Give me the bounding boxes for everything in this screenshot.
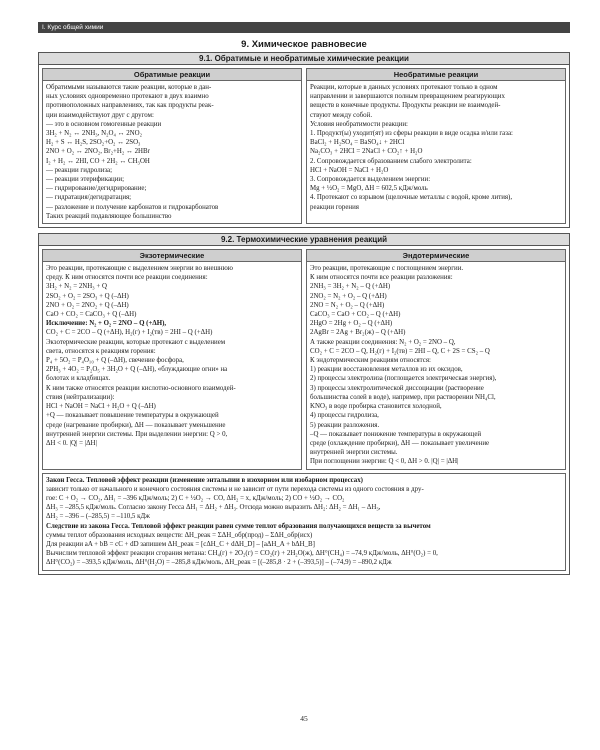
text-line: BaCl₂ + H₂SO₄ = BaSO₄↓ + 2HCl — [310, 139, 405, 147]
irreversible-column — [306, 68, 566, 224]
text-line: 3H₂ + N₂ = 2NH₃ + Q — [46, 283, 107, 291]
text-line: ствуют между собой. — [310, 111, 373, 119]
text-line: CaO + CO₂ = CaCO₃ + Q (–ΔH) — [46, 311, 137, 319]
text-line: среде (нагревание пробирки), ΔH — показывает уменьшение — [46, 421, 226, 429]
text-line: Mg + ½O₂ = MgO, ΔH = 602,5 кДж/моль — [310, 185, 428, 193]
text-line: суммы теплот образования исходных веществ: ΔH_реак = ΣΔH_обр(прод) – ΣΔH_обр(исх) — [46, 531, 313, 539]
text-line: — реакции этерификации; — [46, 176, 124, 184]
section-9-1 — [38, 65, 570, 228]
text-line: 2SO₂ + O₂ = 2SO₃ + Q (–ΔH) — [46, 292, 129, 300]
page — [38, 22, 570, 722]
text-line: большинства солей в воде), например, при растворении NH₄Cl, — [310, 393, 496, 401]
text-line: А также реакции соединения: N₂ + O₂ = 2NO – Q, — [310, 338, 456, 346]
text-line: Следствие из закона Гесса. Тепловой эффект реакции равен сумме теплот образования получающихся веществ за вычетом — [46, 522, 431, 530]
text-line: P₄ + 5O₂ = P₄O₁₀ + Q (–ΔH), свечение фосфора, — [46, 357, 184, 365]
text-line: 2NO + O₂ ↔ 2NO₂, Br₂+H₂ ↔ 2HBr — [46, 148, 150, 156]
text-line: 2) процессы электролиза (поглощается электрическая энергия), — [310, 375, 497, 383]
text-line: 2NO = N₂ + O₂ – Q (+ΔH) — [310, 301, 385, 309]
text-line: Это реакции, протекающие с поглощением энергии. — [310, 265, 464, 273]
text-line: 2. Сопровождается образованием слабого электролита: — [310, 157, 472, 165]
text-line: Для реакции aA + bB = cC + dD запишем ΔH_реак = [cΔH_C + dΔH_D] – [aΔH_A + bΔH_B] — [46, 540, 315, 548]
section-9-1-title: 9.1. Обратимые и необратимые химические реакции — [38, 52, 570, 65]
text-line: Закон Гесса. Тепловой эффект реакции (изменение энтальпии в изохорном или изобарном процессах) — [46, 476, 363, 484]
text-line: К ним относятся почти все реакции разложения: — [310, 274, 453, 282]
text-line: 5) реакции разложения. — [310, 421, 380, 429]
text-line: Вычислим тепловой эффект реакции сгорания метана: CH₄(г) + 2O₂(г) = CO₂(г) + 2H₂O(ж), ΔH°(CH₄) = –74,9 кДж/моль, ΔH°(O₂) = 0, — [46, 550, 438, 558]
text-line: Условия необратимости реакции: — [310, 120, 408, 128]
text-line: ΔH₃ = –285,5 кДж/моль. Согласно закону Гесса ΔH₁ = ΔH₂ + ΔH₃. Отсюда можно выразить ΔH₂: ΔH₂ = ΔH₁ – ΔH₃, — [46, 504, 381, 512]
text-line: –Q — показывает понижение температуры в окружающей — [310, 430, 482, 438]
text-line: 3. Сопровождается выделением энергии: — [310, 176, 431, 184]
text-line: ных условиях одновременно протекают в двух взаимно — [46, 93, 209, 101]
text-line: 4) процессы гидролиза, — [310, 412, 379, 420]
endothermic-column — [306, 249, 566, 469]
text-line: зависит только от начального и конечного состояния системы и не зависит от пути перехода системы из одного состояния в дру- — [46, 485, 424, 493]
text-line: — разложение и получение карбонатов и гидрокарбонатов — [46, 203, 219, 211]
text-line: К ним также относятся реакции кислотно-основного взаимодей- — [46, 384, 236, 392]
text-line: 2AgBr = 2Ag + Br₂(ж) – Q (+ΔH) — [310, 329, 406, 337]
text-line: света, относятся к реакциям горения: — [46, 347, 156, 355]
text-line: 2NO₂ = N₂ + O₂ – Q (+ΔH) — [310, 292, 387, 300]
reversible-column — [42, 68, 302, 224]
reversible-heading: Обратимые реакции — [43, 69, 301, 81]
page-number: 45 — [300, 714, 308, 723]
irreversible-text — [307, 81, 565, 214]
text-line: — это в основном гомогенные реакции — [46, 120, 162, 128]
exothermic-text — [43, 262, 301, 450]
text-line: 2HgO = 2Hg + O₂ – Q (+ΔH) — [310, 320, 393, 328]
text-line: Реакции, которые в данных условиях протекают только в одном — [310, 84, 498, 91]
endothermic-heading: Эндотермические — [307, 250, 565, 262]
text-line: внутренней энергии системы. — [310, 449, 398, 457]
endothermic-text — [307, 262, 565, 468]
text-line: Na₂CO₃ + 2HCl = 2NaCl + CO₂↑ + H₂O — [310, 148, 423, 156]
text-line: Таких реакций подавляющее большинство — [46, 212, 172, 220]
text-line: ΔH°(CO₂) = –393,5 кДж/моль, ΔH°(H₂O) = –285,8 кДж/моль, ΔH_реак = [(–285,8 · 2 + (–393,5)] – (–74,9) = –890,2 кДж — [46, 559, 392, 567]
text-line: гое: C + O₂ → CO₂, ΔH₁ = –396 кДж/моль; 2) C + ½O₂ → CO, ΔH₂ = x, кДж/моль; 2) CO + ½O₂ → CO₂ — [46, 494, 345, 502]
text-line: HCl + NaOH = NaCl + H₂O — [310, 166, 389, 174]
text-line: CO₂ + C = 2CO – Q (+ΔH), H₂(г) + I₂(тв) = 2HI – Q (+ΔH) — [46, 329, 213, 337]
text-line: среду. К ним относятся почти все реакции соединения: — [46, 274, 208, 282]
text-line: К эндотермическим реакциям относятся: — [310, 357, 431, 365]
text-line: Обратимыми называются такие реакции, которые в дан- — [46, 84, 212, 91]
exothermic-heading: Экзотермические — [43, 250, 301, 262]
text-line: CaCO₃ = CaO + CO₂ – Q (+ΔH) — [310, 311, 401, 319]
text-line: 2NO + O₂ = 2NO₂ + Q (–ΔH) — [46, 301, 129, 309]
text-line: Экзотермические реакции, которые протекают с выделением — [46, 338, 226, 346]
text-line: 2NH₃ = 3H₂ + N₂ – Q (+ΔH) — [310, 283, 391, 291]
text-line: болотах и кладбищах. — [46, 375, 111, 383]
text-line: 1) реакции восстановления металлов из их оксидов, — [310, 366, 463, 374]
exothermic-column — [42, 249, 302, 469]
text-line: I₂ + H₂ ↔ 2HI, CO + 2H₂ ↔ CH₃OH — [46, 157, 150, 165]
text-line: ствия (нейтрализации): — [46, 393, 115, 401]
section-9-2-title: 9.2. Термохимические уравнения реакций — [38, 233, 570, 246]
chapter-title: 9. Химическое равновесие — [241, 39, 367, 50]
text-line: При поглощении энергии: Q < 0, ΔH > 0. |Q| = |ΔH| — [310, 458, 459, 466]
text-line: +Q — показывает повышение температуры в окружающей — [46, 412, 219, 420]
section-9-2 — [38, 246, 570, 575]
reversible-text — [43, 81, 301, 223]
text-line: ции взаимодействуют друг с другом: — [46, 111, 154, 119]
text-line: среде (охлаждение пробирки), ΔH — показывает увеличение — [310, 439, 490, 447]
text-line: Исключение: N₂ + O₂ = 2NO – Q (+ΔH), — [46, 320, 167, 328]
running-header: I. Курс общей химии — [38, 22, 570, 33]
text-line: — гидратация/дегидратация; — [46, 194, 132, 202]
text-line: ΔH₂ = –396 – (–285,5) = –110,5 кДж — [46, 513, 150, 521]
text-line: 4. Протекают со взрывом (щелочные металлы с водой, кроме лития), — [310, 194, 513, 202]
text-line: 3H₂ + N₂ ↔ 2NH₃, N₂O₄ ↔ 2NO₂ — [46, 130, 143, 138]
text-line: 2PH₃ + 4O₂ = P₂O₅ + 3H₂O + Q (–ΔH), «блуждающие огни» на — [46, 366, 228, 374]
text-line: веществ в конечные продукты. Продукты реакции не взаимодей- — [310, 102, 501, 110]
hess-law-block — [42, 473, 566, 571]
text-line: CO₂ + C = 2CO – Q, H₂(г) + I₂(тв) = 2HI – Q, C + 2S = CS₂ – Q — [310, 347, 490, 355]
irreversible-heading: Необратимые реакции — [307, 69, 565, 81]
text-line: H₂ + S ↔ H₂S, 2SO₂+O₂ ↔ 2SO₃ — [46, 139, 141, 147]
text-line: — гидрирование/дегидрирование; — [46, 185, 147, 193]
text-line: — реакции гидролиза; — [46, 166, 113, 174]
text-line: реакции горения — [310, 203, 359, 211]
text-line: 3) процессы электролитической диссоциации (растворение — [310, 384, 484, 392]
text-line: внутренней энергии системы. При выделении энергии: Q > 0, — [46, 430, 228, 438]
text-line: направлении и завершаются полным превращением реагирующих — [310, 93, 505, 101]
text-line: Это реакции, протекающие с выделением энергии во внешнюю — [46, 265, 233, 273]
text-line: противоположных направлениях, так как продукты реак- — [46, 102, 214, 110]
text-line: HCl + NaOH = NaCl + H₂O + Q (–ΔH) — [46, 403, 156, 411]
text-line: KNO₃ в воде пробирка становится холодной, — [310, 403, 442, 411]
text-line: 1. Продукт(ы) уходит(ят) из сферы реакции в виде осадка и/или газа: — [310, 130, 513, 138]
text-line: ΔH < 0. |Q| = |ΔH| — [46, 439, 97, 447]
